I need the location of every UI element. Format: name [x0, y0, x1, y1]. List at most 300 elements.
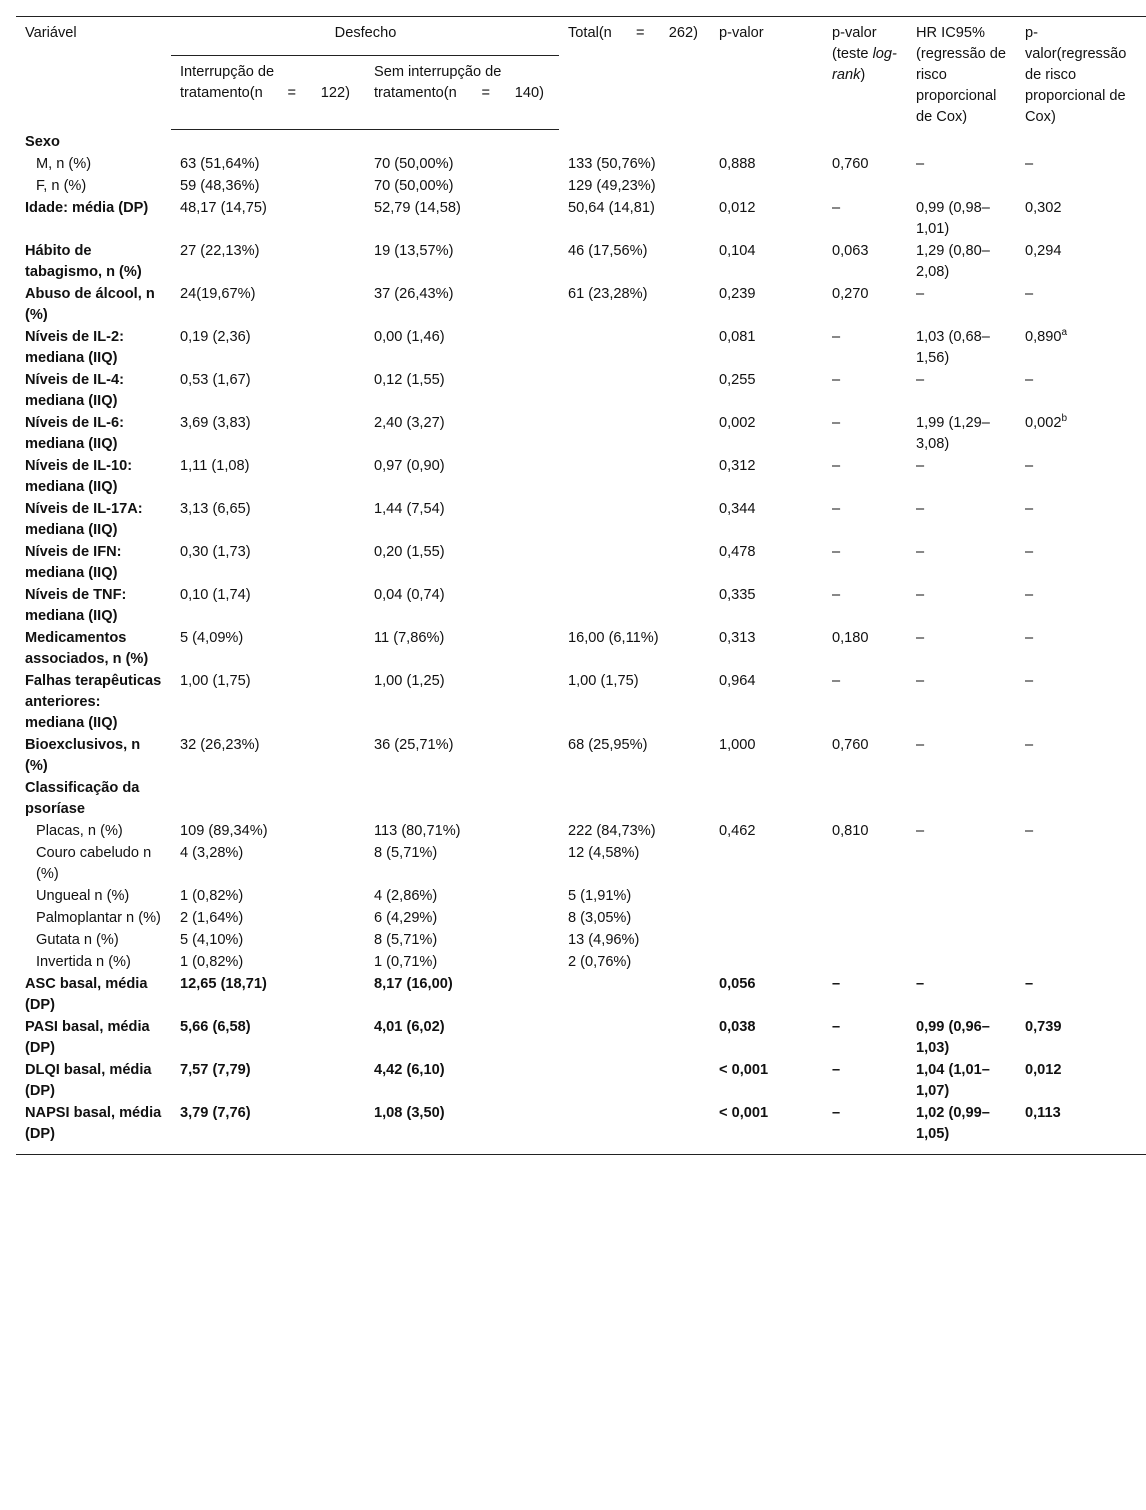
cell-value: –	[832, 1019, 841, 1035]
cell-value: –	[1025, 630, 1034, 646]
row-cell	[1016, 930, 1146, 952]
row-cell	[710, 1017, 823, 1060]
row-cell	[823, 908, 907, 930]
row-cell	[171, 908, 365, 930]
cell-value: 0,30 (1,73)	[180, 544, 251, 560]
row-cell	[171, 1060, 365, 1103]
row-cell	[171, 176, 365, 198]
cell-value: –	[1025, 372, 1034, 388]
row-cell	[823, 456, 907, 499]
row-cell	[171, 327, 365, 370]
cell-value: 12,65 (18,71)	[180, 976, 267, 992]
row-cell	[365, 735, 559, 778]
row-cell	[907, 886, 1016, 908]
cell-value: 3,13 (6,65)	[180, 501, 251, 517]
cell-value: 16,00 (6,11%)	[568, 630, 659, 646]
row-cell	[823, 284, 907, 327]
cell-value: 0,462	[719, 823, 756, 839]
row-label: DLQI basal, média (DP)	[25, 1062, 152, 1099]
table-row	[16, 198, 1146, 241]
row-cell	[710, 843, 823, 886]
cell-value: 129 (49,23%)	[568, 178, 656, 194]
cell-value: 1 (0,71%)	[374, 954, 438, 970]
cell-value: 2,40 (3,27)	[374, 415, 445, 431]
cell-value: < 0,001	[719, 1105, 769, 1121]
row-cell	[710, 821, 823, 843]
row-cell	[710, 735, 823, 778]
row-cell	[823, 370, 907, 413]
table-row	[16, 908, 1146, 930]
table-row	[16, 413, 1146, 456]
row-cell	[823, 843, 907, 886]
cell-value: –	[1025, 737, 1034, 753]
row-cell	[907, 499, 1016, 542]
row-cell	[907, 908, 1016, 930]
row-cell	[171, 735, 365, 778]
table-row	[16, 843, 1146, 886]
cell-value: 1,11 (1,08)	[180, 458, 250, 474]
cell-value: 12 (4,58%)	[568, 845, 640, 861]
cell-value: 1,08 (3,50)	[374, 1105, 445, 1121]
row-cell	[171, 974, 365, 1017]
cell-value: 46 (17,56%)	[568, 243, 648, 259]
cell-value: 0,002	[719, 415, 756, 431]
table-row	[16, 886, 1146, 908]
row-cell	[559, 198, 710, 241]
table-row	[16, 1017, 1146, 1060]
row-cell	[710, 628, 823, 671]
row-cell	[365, 241, 559, 284]
table-row	[16, 456, 1146, 499]
row-cell	[171, 843, 365, 886]
header-hr: HR IC95% (regressão de risco proporcional de Cox)	[916, 25, 1007, 125]
row-label: Níveis de IL-10: mediana (IIQ)	[25, 458, 133, 495]
row-label: Níveis de IL-17A: mediana (IIQ)	[25, 501, 143, 538]
cell-value: 1,00 (1,75)	[568, 673, 639, 689]
row-cell	[907, 154, 1016, 176]
cell-value: –	[916, 673, 925, 689]
cell-value: 7,57 (7,79)	[180, 1062, 251, 1078]
row-cell	[907, 930, 1016, 952]
cell-value: 1,44 (7,54)	[374, 501, 445, 517]
row-cell	[171, 671, 365, 735]
row-cell	[1016, 821, 1146, 843]
cell-value: 0,20 (1,55)	[374, 544, 445, 560]
cell-value: 0,810	[832, 823, 869, 839]
cell-value: 0,97 (0,90)	[374, 458, 445, 474]
row-label: Medicamentos associados, n (%)	[25, 630, 149, 667]
cell-value: 4,01 (6,02)	[374, 1019, 445, 1035]
cell-value: –	[916, 458, 925, 474]
cell-value: 0,888	[719, 156, 756, 172]
table-row	[16, 499, 1146, 542]
cell-value: 6 (4,29%)	[374, 910, 438, 926]
cell-value: 0,113	[1025, 1105, 1061, 1121]
cell-value: –	[916, 544, 925, 560]
cell-value: –	[832, 544, 841, 560]
cell-value: 0,760	[832, 156, 869, 172]
row-cell	[710, 1060, 823, 1103]
cell-value: 0,294	[1025, 243, 1062, 259]
table-row	[16, 735, 1146, 778]
cell-value: 0,19 (2,36)	[180, 329, 251, 345]
row-cell	[365, 327, 559, 370]
cell-value: 0,104	[719, 243, 756, 259]
cell-value: 5 (4,10%)	[180, 932, 244, 948]
table-row	[16, 671, 1146, 735]
row-cell	[823, 821, 907, 843]
table-row	[16, 952, 1146, 974]
row-cell	[1016, 778, 1146, 821]
row-cell	[171, 542, 365, 585]
row-cell	[1016, 499, 1146, 542]
row-cell	[907, 735, 1016, 778]
row-cell	[823, 974, 907, 1017]
row-cell	[907, 778, 1016, 821]
row-cell	[559, 542, 710, 585]
row-label: Ungueal n (%)	[36, 888, 130, 904]
row-label: NAPSI basal, média (DP)	[16, 1103, 171, 1155]
row-label: Idade: média (DP)	[25, 200, 149, 216]
row-cell	[559, 1060, 710, 1103]
row-cell	[365, 499, 559, 542]
row-cell	[171, 456, 365, 499]
cell-value: 63 (51,64%)	[180, 156, 260, 172]
cell-value: 0,063	[832, 243, 869, 259]
cell-value: 24(19,67%)	[180, 286, 256, 302]
cell-value: –	[916, 737, 925, 753]
row-cell	[907, 628, 1016, 671]
cell-value: 4 (3,28%)	[180, 845, 244, 861]
table-row	[16, 628, 1146, 671]
row-cell	[171, 154, 365, 176]
row-cell	[710, 542, 823, 585]
cell-value: 1,00 (1,25)	[374, 673, 445, 689]
row-label: Níveis de TNF: mediana (IIQ)	[25, 587, 127, 624]
row-cell	[559, 821, 710, 843]
row-cell	[823, 735, 907, 778]
row-label: Hábito de tabagismo, n (%)	[25, 243, 142, 280]
cell-value: 2 (1,64%)	[180, 910, 244, 926]
row-cell	[559, 1017, 710, 1060]
cell-value: 8,17 (16,00)	[374, 976, 453, 992]
row-cell	[171, 499, 365, 542]
row-cell	[559, 370, 710, 413]
row-cell	[559, 456, 710, 499]
row-cell	[365, 129, 559, 154]
row-cell	[907, 129, 1016, 154]
cell-value: 48,17 (14,75)	[180, 200, 267, 216]
row-cell	[907, 176, 1016, 198]
cell-value: –	[832, 372, 841, 388]
cell-value: 0,270	[832, 286, 869, 302]
cell-value: –	[832, 976, 841, 992]
row-label: Gutata n (%)	[36, 932, 119, 948]
row-cell	[823, 628, 907, 671]
cell-value: 4,42 (6,10)	[374, 1062, 445, 1078]
row-cell	[1016, 542, 1146, 585]
row-cell	[365, 886, 559, 908]
row-cell	[365, 284, 559, 327]
row-cell	[823, 413, 907, 456]
cell-value: 52,79 (14,58)	[374, 200, 461, 216]
row-cell	[710, 974, 823, 1017]
cell-value: –	[1025, 458, 1034, 474]
row-cell	[1016, 952, 1146, 974]
cell-value: 0,313	[719, 630, 756, 646]
row-cell	[710, 456, 823, 499]
row-cell	[171, 886, 365, 908]
row-cell	[823, 327, 907, 370]
row-cell	[559, 1103, 710, 1155]
row-cell	[710, 886, 823, 908]
row-cell	[559, 176, 710, 198]
header-pvalor-cox: p-valor(regressão de risco proporcional de Cox)	[1025, 25, 1127, 125]
cell-value: 1,04 (1,01–1,07)	[916, 1062, 990, 1099]
row-cell	[1016, 370, 1146, 413]
cell-value: 1 (0,82%)	[180, 954, 244, 970]
cell-value: 0,760	[832, 737, 869, 753]
cell-value: 70 (50,00%)	[374, 178, 454, 194]
row-cell	[171, 628, 365, 671]
cell-value: –	[832, 458, 841, 474]
table-row	[16, 241, 1146, 284]
row-cell	[559, 778, 710, 821]
cell-value: 19 (13,57%)	[374, 243, 454, 259]
cell-value: 1,29 (0,80–2,08)	[916, 243, 990, 280]
cell-value: –	[832, 200, 841, 216]
row-cell	[1016, 154, 1146, 176]
cell-value: 2 (0,76%)	[568, 954, 632, 970]
cell-value: < 0,001	[719, 1062, 769, 1078]
row-cell	[823, 585, 907, 628]
row-cell	[1016, 1103, 1146, 1155]
row-cell	[710, 671, 823, 735]
cell-value: 1,03 (0,68–1,56)	[916, 329, 990, 366]
cell-value: –	[832, 1105, 841, 1121]
row-cell	[907, 952, 1016, 974]
cell-value: 109 (89,34%)	[180, 823, 268, 839]
cell-value: 1,99 (1,29–3,08)	[916, 415, 990, 452]
row-cell	[1016, 456, 1146, 499]
cell-value: 0,255	[719, 372, 756, 388]
table-row	[16, 585, 1146, 628]
row-cell	[171, 241, 365, 284]
row-cell	[823, 129, 907, 154]
row-cell	[365, 1060, 559, 1103]
row-cell	[1016, 176, 1146, 198]
cell-value: 0,056	[719, 976, 756, 992]
row-cell	[1016, 671, 1146, 735]
row-cell	[710, 499, 823, 542]
row-label: Classificação da psoríase	[25, 780, 140, 817]
cell-value: 37 (26,43%)	[374, 286, 454, 302]
row-cell	[1016, 585, 1146, 628]
row-cell	[907, 284, 1016, 327]
row-cell	[710, 176, 823, 198]
row-cell	[365, 821, 559, 843]
row-cell	[1016, 1017, 1146, 1060]
row-cell	[1016, 843, 1146, 886]
row-cell	[710, 930, 823, 952]
row-cell	[559, 843, 710, 886]
row-label: Níveis de IFN: mediana (IIQ)	[25, 544, 122, 581]
row-cell	[1016, 628, 1146, 671]
cell-value: 68 (25,95%)	[568, 737, 648, 753]
row-cell	[365, 585, 559, 628]
cell-value: 0,04 (0,74)	[374, 587, 445, 603]
row-cell	[823, 671, 907, 735]
row-cell	[171, 1103, 365, 1155]
row-cell	[907, 585, 1016, 628]
row-cell	[365, 1103, 559, 1155]
cell-value: 36 (25,71%)	[374, 737, 454, 753]
row-label: Níveis de IL-4: mediana (IIQ)	[25, 372, 124, 409]
row-cell	[907, 542, 1016, 585]
row-cell	[559, 671, 710, 735]
row-label: Placas, n (%)	[36, 823, 123, 839]
row-cell	[171, 370, 365, 413]
cell-value: –	[916, 976, 925, 992]
row-label: Couro cabeludo n (%)	[36, 845, 152, 882]
cell-value: –	[916, 286, 925, 302]
row-cell	[171, 413, 365, 456]
row-cell	[365, 843, 559, 886]
cell-value: –	[1025, 673, 1034, 689]
row-cell	[907, 821, 1016, 843]
cell-value: –	[1025, 823, 1034, 839]
cell-value: 0,00 (1,46)	[374, 329, 445, 345]
table-row	[16, 327, 1146, 370]
header-pvalor: p-valor	[719, 25, 764, 41]
cell-value: 0,478	[719, 544, 756, 560]
cell-value: –	[832, 501, 841, 517]
row-cell	[710, 129, 823, 154]
row-cell	[710, 284, 823, 327]
results-table	[16, 16, 1146, 1155]
row-cell	[1016, 886, 1146, 908]
row-cell	[907, 413, 1016, 456]
row-cell	[907, 456, 1016, 499]
row-cell	[365, 974, 559, 1017]
cell-value: 0,239	[719, 286, 756, 302]
row-cell	[710, 327, 823, 370]
row-cell	[907, 1103, 1016, 1155]
row-cell	[710, 154, 823, 176]
row-label: Sexo	[25, 134, 60, 150]
row-label: M, n (%)	[36, 156, 92, 172]
row-cell	[1016, 1060, 1146, 1103]
row-cell	[365, 370, 559, 413]
row-cell	[1016, 198, 1146, 241]
row-cell	[559, 241, 710, 284]
row-cell	[907, 1060, 1016, 1103]
row-cell	[365, 154, 559, 176]
row-cell	[365, 671, 559, 735]
row-cell	[823, 1060, 907, 1103]
cell-value: –	[916, 823, 925, 839]
row-cell	[559, 628, 710, 671]
row-cell	[365, 952, 559, 974]
row-label: PASI basal, média (DP)	[25, 1019, 150, 1056]
row-cell	[559, 930, 710, 952]
row-cell	[559, 585, 710, 628]
row-cell	[559, 154, 710, 176]
table-body	[16, 129, 1146, 1155]
row-cell	[559, 735, 710, 778]
cell-value: 0,53 (1,67)	[180, 372, 251, 388]
cell-value: 0,99 (0,98–1,01)	[916, 200, 990, 237]
row-cell	[171, 930, 365, 952]
cell-value: 0,890	[1025, 329, 1062, 345]
row-cell	[365, 456, 559, 499]
row-cell	[823, 930, 907, 952]
cell-value: 1,00 (1,75)	[180, 673, 251, 689]
cell-value: 27 (22,13%)	[180, 243, 260, 259]
row-cell	[907, 974, 1016, 1017]
row-cell	[1016, 241, 1146, 284]
table-row	[16, 1103, 1146, 1155]
cell-value: 11 (7,86%)	[374, 630, 445, 646]
row-label: Níveis de IL-2: mediana (IIQ)	[25, 329, 124, 366]
cell-value: –	[1025, 156, 1034, 172]
header-desfecho: Desfecho	[171, 17, 559, 56]
row-cell	[823, 952, 907, 974]
header-total: Total(n = 262)	[568, 25, 698, 41]
cell-value: –	[1025, 544, 1034, 560]
cell-value: 70 (50,00%)	[374, 156, 454, 172]
row-label: Falhas terapêuticas anteriores: mediana (IIQ)	[25, 673, 162, 731]
cell-value: 0,302	[1025, 200, 1062, 216]
row-label: ASC basal, média (DP)	[25, 976, 148, 1013]
row-cell	[823, 154, 907, 176]
table-row	[16, 129, 1146, 154]
cell-value: 0,038	[719, 1019, 756, 1035]
cell-value: 3,79 (7,76)	[180, 1105, 251, 1121]
cell-value: 0,081	[719, 329, 756, 345]
row-cell	[710, 370, 823, 413]
cell-value: 0,312	[719, 458, 756, 474]
table-row	[16, 154, 1146, 176]
row-cell	[365, 542, 559, 585]
row-cell	[1016, 284, 1146, 327]
cell-value: 1 (0,82%)	[180, 888, 244, 904]
row-cell	[710, 413, 823, 456]
row-cell	[171, 198, 365, 241]
row-cell	[1016, 908, 1146, 930]
row-cell	[823, 241, 907, 284]
row-cell	[171, 952, 365, 974]
row-cell	[907, 843, 1016, 886]
cell-value: 59 (48,36%)	[180, 178, 260, 194]
row-cell	[710, 952, 823, 974]
cell-value: –	[916, 156, 925, 172]
cell-value: 13 (4,96%)	[568, 932, 640, 948]
cell-value: 1,000	[719, 737, 756, 753]
table-row	[16, 176, 1146, 198]
table-row	[16, 542, 1146, 585]
cell-value: 61 (23,28%)	[568, 286, 648, 302]
cell-value: 133 (50,76%)	[568, 156, 656, 172]
cell-value: 4 (2,86%)	[374, 888, 438, 904]
row-cell	[171, 1017, 365, 1060]
cell-value: 0,012	[719, 200, 756, 216]
row-label: Palmoplantar n (%)	[36, 910, 161, 926]
table-row	[16, 370, 1146, 413]
row-cell	[710, 585, 823, 628]
cell-value: –	[1025, 286, 1034, 302]
row-cell	[823, 778, 907, 821]
